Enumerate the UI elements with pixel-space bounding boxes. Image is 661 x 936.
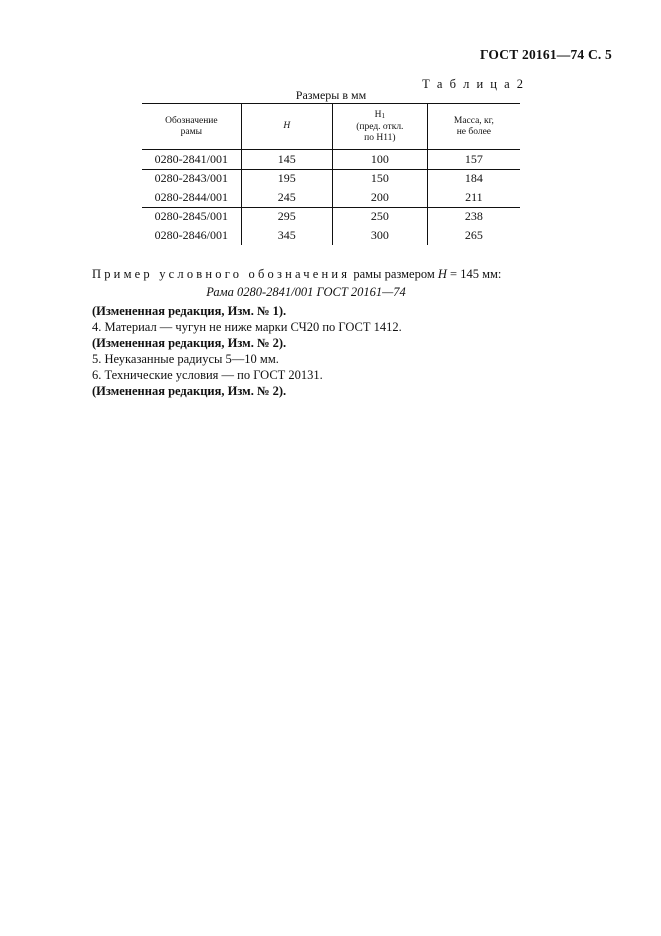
cell-mass: 238	[427, 207, 520, 226]
page-header: ГОСТ 20161—74 С. 5	[479, 47, 612, 62]
cell-h1: 300	[332, 226, 427, 245]
designation-example-line: Пример условного обозначения рамы размером H = 145 мм:	[92, 267, 502, 281]
column-header-h1: H1 (пред. откл. по H11)	[332, 104, 427, 150]
revision-note-2: (Измененная редакция, Изм. № 2).	[92, 336, 287, 350]
cell-h1: 200	[332, 188, 427, 207]
item-4-material: 4. Материал — чугун не ниже марки СЧ20 по ГОСТ 1412.	[92, 320, 402, 334]
cell-designation: 0280-2846/001	[154, 227, 228, 242]
item-6-specifications: 6. Технические условия — по ГОСТ 20131.	[92, 368, 323, 382]
cell-h: 345	[241, 226, 332, 245]
cell-mass: 157	[427, 150, 520, 170]
cell-h1: 150	[332, 169, 427, 188]
column-header-mass: Масса, кг, не более	[427, 104, 520, 150]
cell-mass: 211	[427, 188, 520, 207]
table-caption: Размеры в мм	[295, 88, 367, 102]
table-header-row	[142, 104, 520, 150]
item-5-radii: 5. Неуказанные радиусы 5—10 мм.	[92, 352, 279, 366]
table-row	[142, 207, 520, 226]
cell-h1: 250	[332, 207, 427, 226]
table-row	[142, 226, 520, 245]
frame-dimensions-table	[142, 103, 520, 245]
cell-mass: 184	[427, 169, 520, 188]
revision-note-3: (Измененная редакция, Изм. № 2).	[92, 384, 287, 398]
column-header-h: H	[241, 104, 332, 150]
cell-designation: 0280-2845/001	[154, 209, 228, 224]
cell-mass: 265	[427, 226, 520, 245]
designation-example: Рама 0280-2841/001 ГОСТ 20161—74	[206, 285, 406, 299]
table-number: Т а б л и ц а 2	[422, 77, 525, 91]
example-label-spaced: Пример условного обозначения	[92, 267, 351, 281]
cell-h: 145	[241, 150, 332, 170]
cell-designation: 0280-2844/001	[154, 189, 228, 204]
column-header-designation: Обозначение рамы	[165, 115, 218, 137]
revision-note-1: (Измененная редакция, Изм. № 1).	[92, 304, 287, 318]
cell-h: 195	[241, 169, 332, 188]
cell-h1: 100	[332, 150, 427, 170]
table-row	[142, 150, 520, 170]
cell-h: 295	[241, 207, 332, 226]
cell-designation: 0280-2843/001	[154, 171, 228, 186]
cell-h: 245	[241, 188, 332, 207]
table-row	[142, 169, 520, 188]
table-row	[142, 188, 520, 207]
cell-designation: 0280-2841/001	[154, 151, 228, 166]
